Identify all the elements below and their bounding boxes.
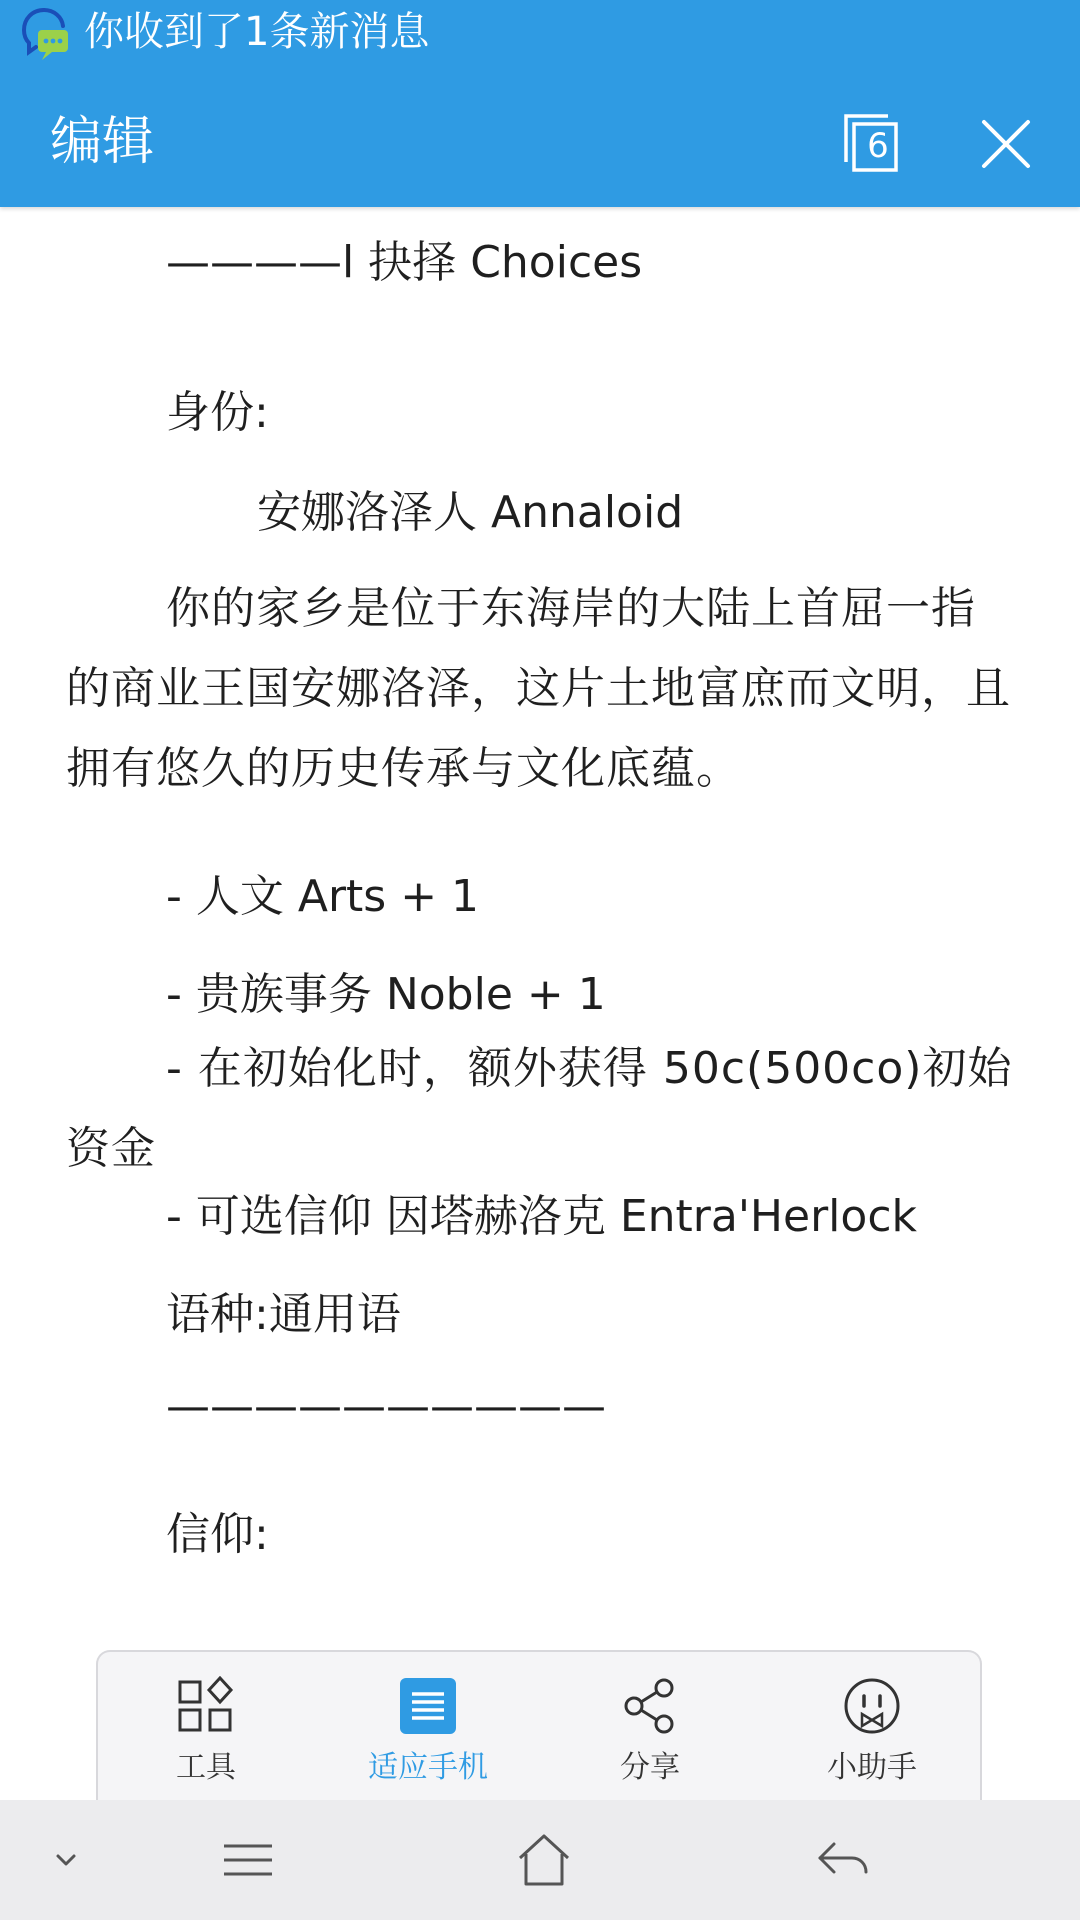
description-text: 你的家乡是位于东海岸的大陆上首屈一指的商业王国安娜洛泽，这片土地富庶而文明，且拥有悠久的历史传承与文化底蕴。 bbox=[66, 583, 1011, 794]
share-icon bbox=[620, 1676, 680, 1736]
section-divider: —————————— bbox=[166, 1381, 606, 1432]
document-content[interactable] bbox=[0, 207, 1080, 1800]
chevron-down-icon[interactable] bbox=[36, 1830, 96, 1890]
tool-label: 工具 bbox=[176, 1750, 236, 1785]
system-nav-bar bbox=[0, 1800, 1080, 1920]
notification-text: 你收到了1条新消息 bbox=[84, 9, 430, 55]
tool-share[interactable] bbox=[550, 1652, 750, 1802]
pages-count: 6 bbox=[867, 126, 889, 166]
assistant-face-icon bbox=[842, 1676, 902, 1736]
chat-bubble-icon bbox=[20, 6, 72, 62]
home-icon[interactable] bbox=[514, 1830, 574, 1890]
tool-label: 适应手机 bbox=[368, 1750, 488, 1785]
back-icon[interactable] bbox=[812, 1830, 872, 1890]
tools-grid-icon bbox=[176, 1676, 236, 1736]
tool-assistant[interactable] bbox=[772, 1652, 972, 1802]
doc-heading: ————l 抉择 Choices bbox=[166, 237, 643, 288]
identity-label: 身份: bbox=[166, 387, 269, 438]
tool-tools[interactable] bbox=[106, 1652, 306, 1802]
bonus-arts: - 人文 Arts + 1 bbox=[166, 871, 480, 922]
tool-mobile-fit[interactable] bbox=[328, 1652, 528, 1802]
language-line: 语种:通用语 bbox=[166, 1289, 401, 1340]
notification-bar[interactable] bbox=[0, 0, 1080, 66]
bonus-noble: - 贵族事务 Noble + 1 bbox=[166, 969, 606, 1020]
identity-value: 安娜洛泽人 Annaloid bbox=[257, 487, 684, 538]
description-paragraph bbox=[66, 569, 1016, 809]
bonus-funds: - 在初始化时，额外获得 50c(500co)初始资金 bbox=[66, 1043, 1013, 1174]
tool-label: 小助手 bbox=[827, 1750, 917, 1785]
tool-label: 分享 bbox=[620, 1750, 680, 1785]
bottom-toolbar bbox=[96, 1650, 982, 1810]
faith-label: 信仰: bbox=[166, 1509, 269, 1560]
page-title: 编辑 bbox=[50, 112, 155, 172]
close-icon[interactable] bbox=[978, 116, 1034, 172]
bonus-funds-paragraph bbox=[66, 1029, 1016, 1189]
bonus-faith: - 可选信仰 因塔赫洛克 Entra'Herlock bbox=[166, 1191, 917, 1242]
top-bar bbox=[0, 0, 1080, 207]
mobile-fit-icon bbox=[398, 1676, 458, 1736]
menu-icon[interactable] bbox=[218, 1830, 278, 1890]
